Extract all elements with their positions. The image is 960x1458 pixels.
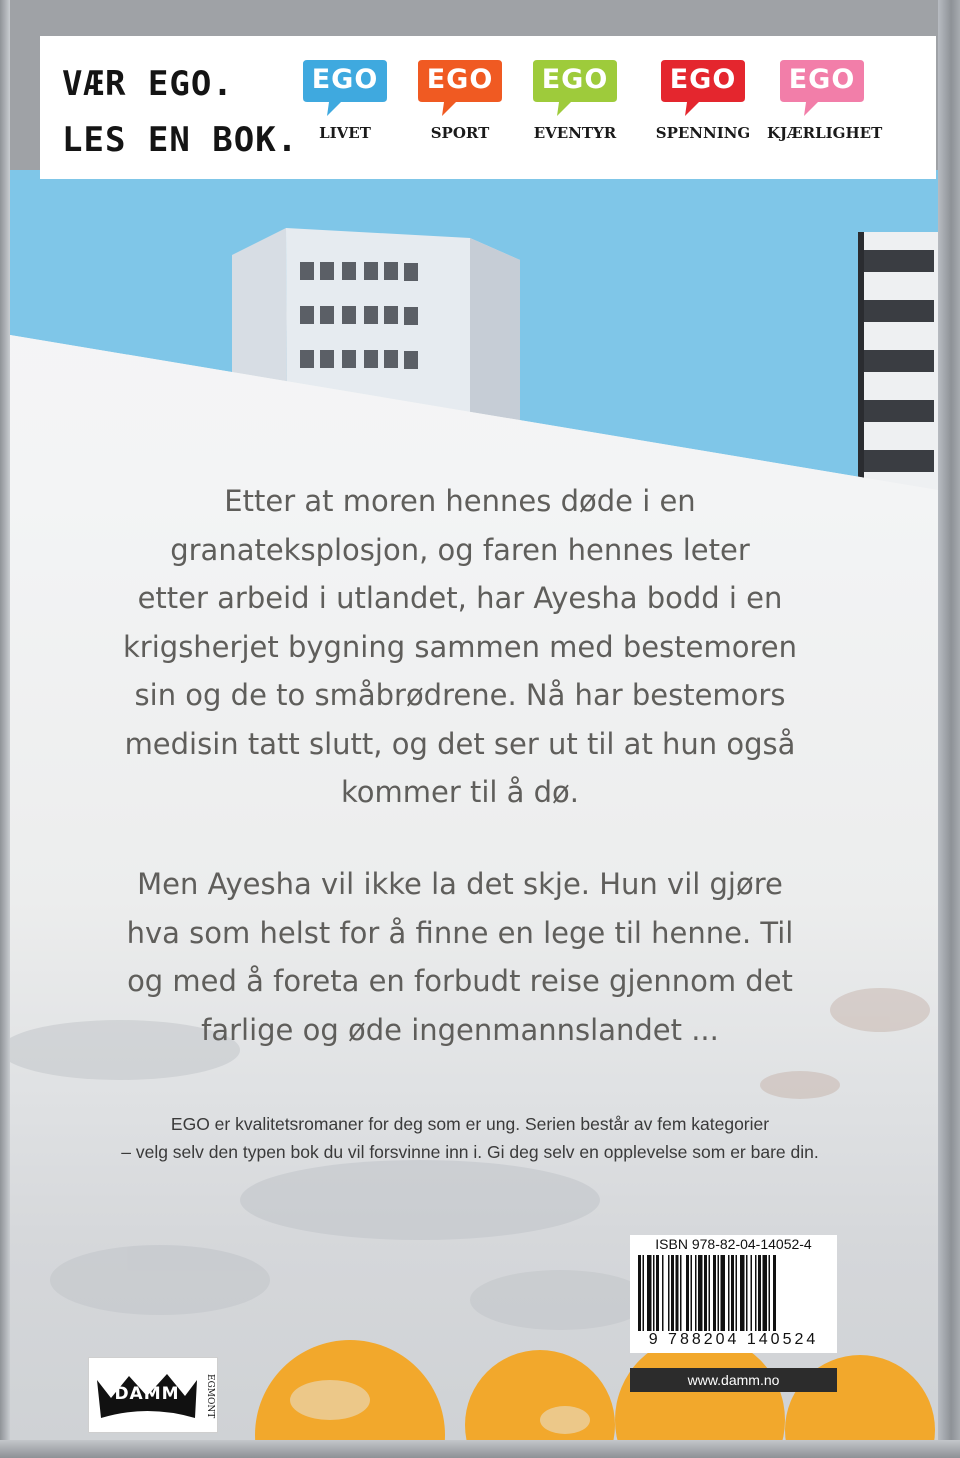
ego-badge-text: EGO: [426, 64, 494, 95]
blurb-paragraph-1: [60, 477, 860, 817]
barcode-bar: [713, 1255, 716, 1331]
blurb-line: farlige og øde ingenmannslandet ...: [201, 1012, 719, 1047]
ego-badge: [301, 56, 389, 118]
ego-badge: [659, 56, 747, 118]
ego-badge-text: EGO: [311, 64, 379, 95]
blurb-line: hva som helst for å finne en lege til henne. Til: [126, 915, 794, 950]
barcode-bar: [731, 1255, 734, 1331]
barcode-bar: [740, 1255, 745, 1331]
blurb-line: etter arbeid i utlandet, har Ayesha bodd i en: [137, 581, 783, 615]
barcode-bar: [643, 1255, 645, 1331]
blurb-line: krigsherjet bygning sammen med bestemoren: [123, 629, 797, 664]
barcode-bar: [656, 1255, 659, 1331]
category-label: SPENNING: [655, 124, 751, 142]
barcode-bar: [773, 1255, 776, 1331]
barcode-bar: [638, 1255, 641, 1331]
barcode-bar: [647, 1255, 652, 1331]
ego-badge-text: EGO: [541, 64, 609, 95]
damm-logo-text: DAMM: [114, 1384, 180, 1404]
category-eventyr: [520, 56, 630, 142]
barcode-bars: [638, 1255, 829, 1331]
barcode-bar: [709, 1255, 711, 1331]
blurb-paragraph-2: [60, 860, 860, 1054]
barcode-bar: [736, 1255, 738, 1331]
barcode-bar: [704, 1255, 707, 1331]
barcode-bar: [698, 1255, 703, 1331]
barcode-bar: [695, 1255, 697, 1331]
barcode-bar: [758, 1255, 761, 1331]
blurb-line: sin og de to småbrødrene. Nå har bestemors: [134, 678, 786, 712]
blurb-line: medisin tatt slutt, og det ser ut til at hun også: [124, 726, 796, 761]
category-spenning: [648, 56, 758, 142]
barcode-bar: [769, 1255, 771, 1331]
barcode-bar: [751, 1255, 753, 1331]
blurb-line: kommer til å dø.: [340, 775, 580, 809]
barcode-bar: [676, 1255, 679, 1331]
category-label: KJÆRLIGHET: [767, 124, 883, 142]
barcode-bar: [721, 1255, 726, 1331]
cover-spine-edge: [938, 0, 960, 1458]
slogan-line-2: LES EN BOK.: [62, 120, 299, 160]
slogan-line-1: VÆR EGO.: [62, 64, 234, 104]
cover-left-edge: [0, 0, 10, 1458]
blurb-line: og med å foreta en forbudt reise gjennom det: [127, 964, 793, 998]
barcode-bar: [686, 1255, 689, 1331]
series-banner: [40, 36, 936, 179]
barcode-bar: [680, 1255, 682, 1331]
category-livet: [290, 56, 400, 142]
category-label: EVENTYR: [533, 124, 617, 142]
cover-bottom-edge: [0, 1440, 960, 1458]
series-line-2: – velg selv den typen bok du vil forsvinne inn i. Gi deg selv en opplevelse som er bare din.: [121, 1142, 819, 1162]
category-kjaerlighet: [767, 56, 883, 142]
isbn-label: ISBN 978-82-04-14052-4: [630, 1235, 837, 1253]
series-description: [60, 1110, 880, 1166]
barcode-bar: [662, 1255, 664, 1331]
blurb-line: Etter at moren hennes døde i en: [224, 484, 696, 518]
barcode-bar: [668, 1255, 670, 1331]
barcode-bar: [671, 1255, 674, 1331]
category-sport: [405, 56, 515, 142]
category-label: LIVET: [319, 124, 371, 142]
ego-badge: [778, 56, 866, 118]
barcode-bar: [653, 1255, 655, 1331]
category-label: SPORT: [430, 124, 490, 142]
barcode-digits: 9 788204 140524: [648, 1331, 819, 1348]
barcode-bar: [746, 1255, 748, 1331]
egmont-imprint: EGMONT: [205, 1373, 215, 1419]
series-line-1: EGO er kvalitetsromaner for deg som er ung. Serien består av fem kategorier: [170, 1114, 770, 1134]
blurb-line: Men Ayesha vil ikke la det skje. Hun vil gjøre: [137, 867, 783, 901]
ego-badge-text: EGO: [669, 64, 737, 95]
barcode: [630, 1235, 837, 1353]
barcode-bar: [728, 1255, 730, 1331]
barcode-bar: [755, 1255, 757, 1331]
barcode-bar: [691, 1255, 693, 1331]
barcode-bar: [718, 1255, 720, 1331]
ego-badge-text: EGO: [788, 64, 856, 95]
barcode-bar: [763, 1255, 768, 1331]
publisher-url: www.damm.no: [630, 1368, 837, 1392]
blurb-line: granateksplosjon, og faren hennes leter: [170, 532, 750, 567]
ego-badge: [531, 56, 619, 118]
ego-badge: [416, 56, 504, 118]
damm-logo: [88, 1357, 218, 1433]
